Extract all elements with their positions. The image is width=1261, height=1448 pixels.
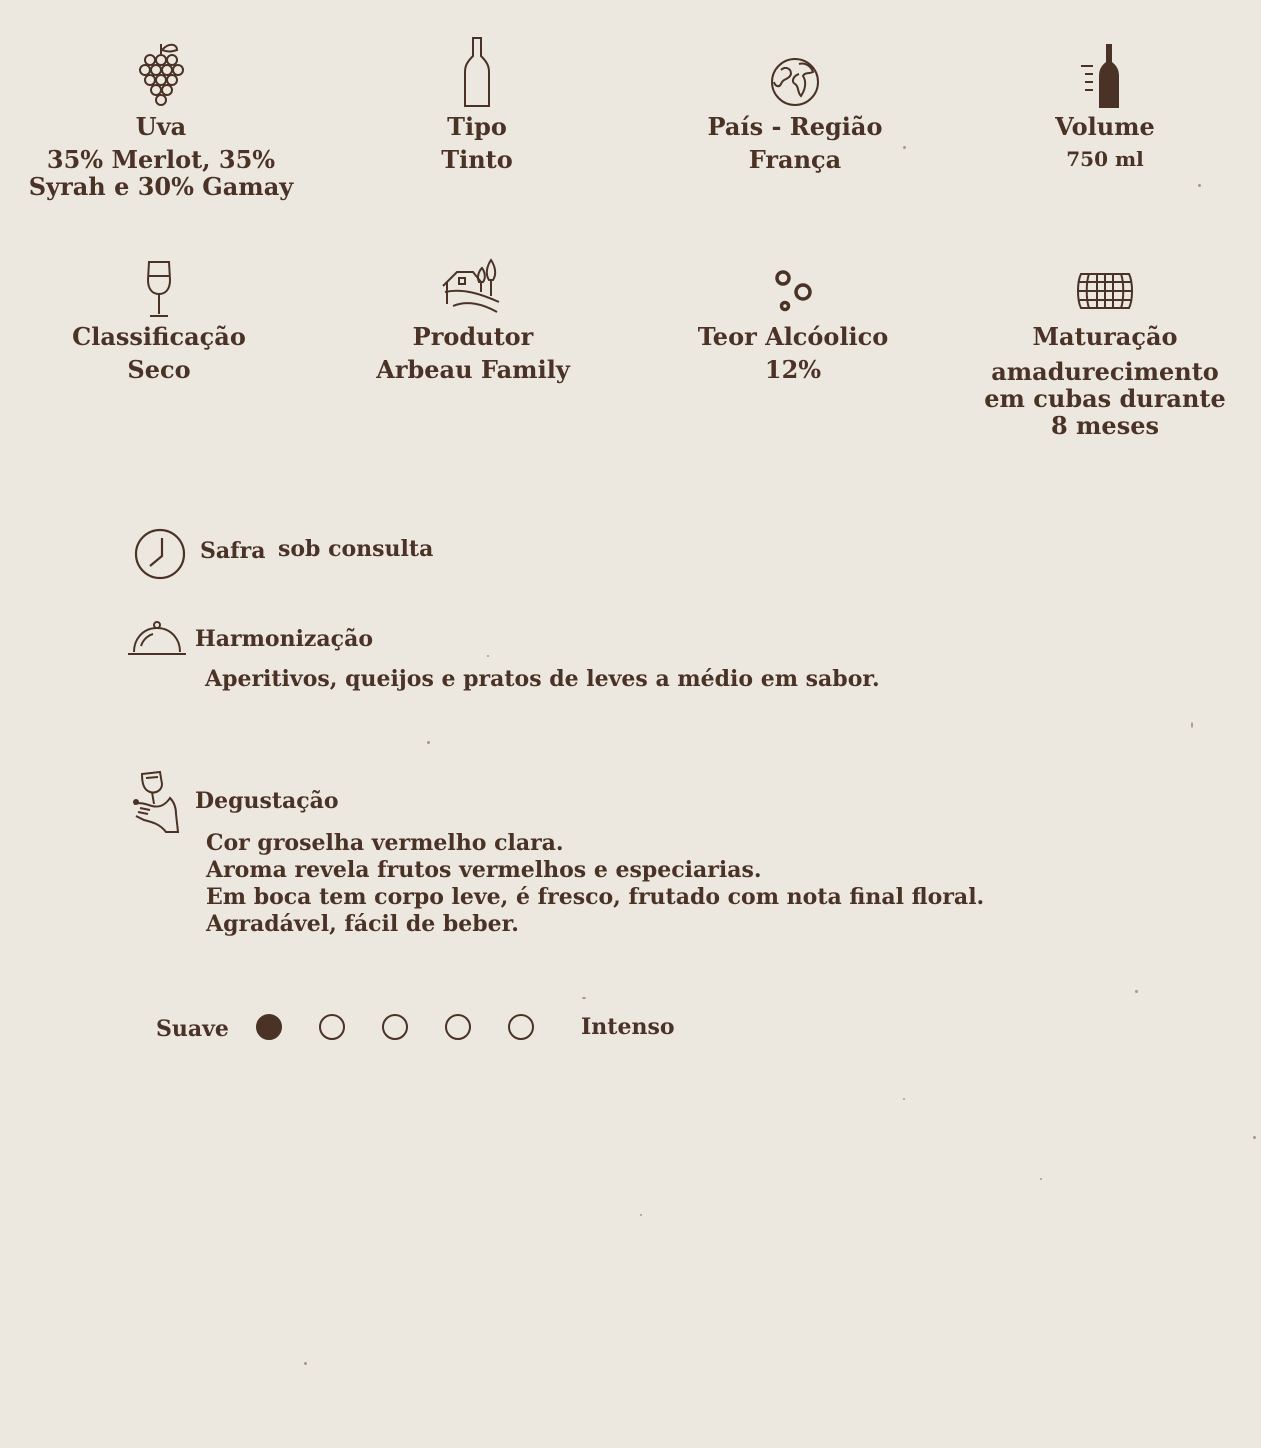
tasting-line: Cor groselha vermelho clara. [206,830,564,856]
attribute-value: Seco [127,355,191,384]
attribute-value: 35% Merlot, 35% Syrah e 30% Gamay [28,145,294,201]
wine-glass-icon [119,246,199,320]
attribute-country [640,36,950,173]
attribute-label: Maturação [1032,322,1178,351]
vintage-row [130,524,630,580]
attribute-label: Uva [135,112,187,141]
grape-icon [121,36,201,110]
attribute-value: Tinto [441,145,513,174]
tasting-hand-icon [130,768,186,838]
attribute-value: Arbeau Family [376,355,570,384]
intensity-dot [256,1014,282,1040]
clock-icon [132,526,188,582]
intensity-scale [156,1010,756,1050]
pairing-text: Aperitivos, queijos e pratos de leves a médio em sabor. [205,666,880,692]
attribute-grape [6,36,316,200]
vintage-value: sob consulta [278,536,434,562]
intensity-dot [508,1014,534,1040]
intensity-high-label: Intenso [581,1014,675,1040]
attribute-label: Classificação [72,322,246,351]
globe-icon [755,36,835,110]
tasting-line: Em boca tem corpo leve, é fresco, frutado com nota final floral. [206,884,985,910]
intensity-dot [445,1014,471,1040]
attribute-type [322,36,632,173]
attribute-label: Teor Alcóolico [697,322,889,351]
attribute-value: França [748,145,842,174]
farmhouse-icon [433,246,513,320]
attribute-alcohol [638,246,948,383]
attribute-producer [318,246,628,383]
bubbles-icon [753,246,833,320]
attribute-value: amadurecimento em cubas durante 8 meses [984,357,1226,440]
intensity-dot [319,1014,345,1040]
attribute-label: País - Região [707,112,883,141]
attribute-value: 12% [764,355,822,384]
tasting-line: Agradável, fácil de beber. [206,911,519,937]
cloche-icon [125,618,189,662]
intensity-low-label: Suave [156,1016,229,1042]
attribute-maturation [950,246,1260,439]
pairing-label: Harmonização [195,626,374,652]
attribute-value: 750 ml [1066,147,1144,171]
tasting-line: Aroma revela frutos vermelhos e especiarias. [206,857,762,883]
bottle-outline-icon [437,36,517,110]
attribute-volume [950,36,1260,173]
attribute-label: Tipo [447,112,507,141]
tasting-label: Degustação [195,788,339,814]
attribute-classification [4,246,314,383]
vintage-label: Safra [200,538,266,564]
attribute-label: Produtor [412,322,534,351]
attribute-label: Volume [1055,112,1155,141]
tasting-notes [206,830,984,938]
intensity-dot [382,1014,408,1040]
bottle-volume-icon [1065,36,1145,110]
barrel-icon [1065,246,1145,320]
